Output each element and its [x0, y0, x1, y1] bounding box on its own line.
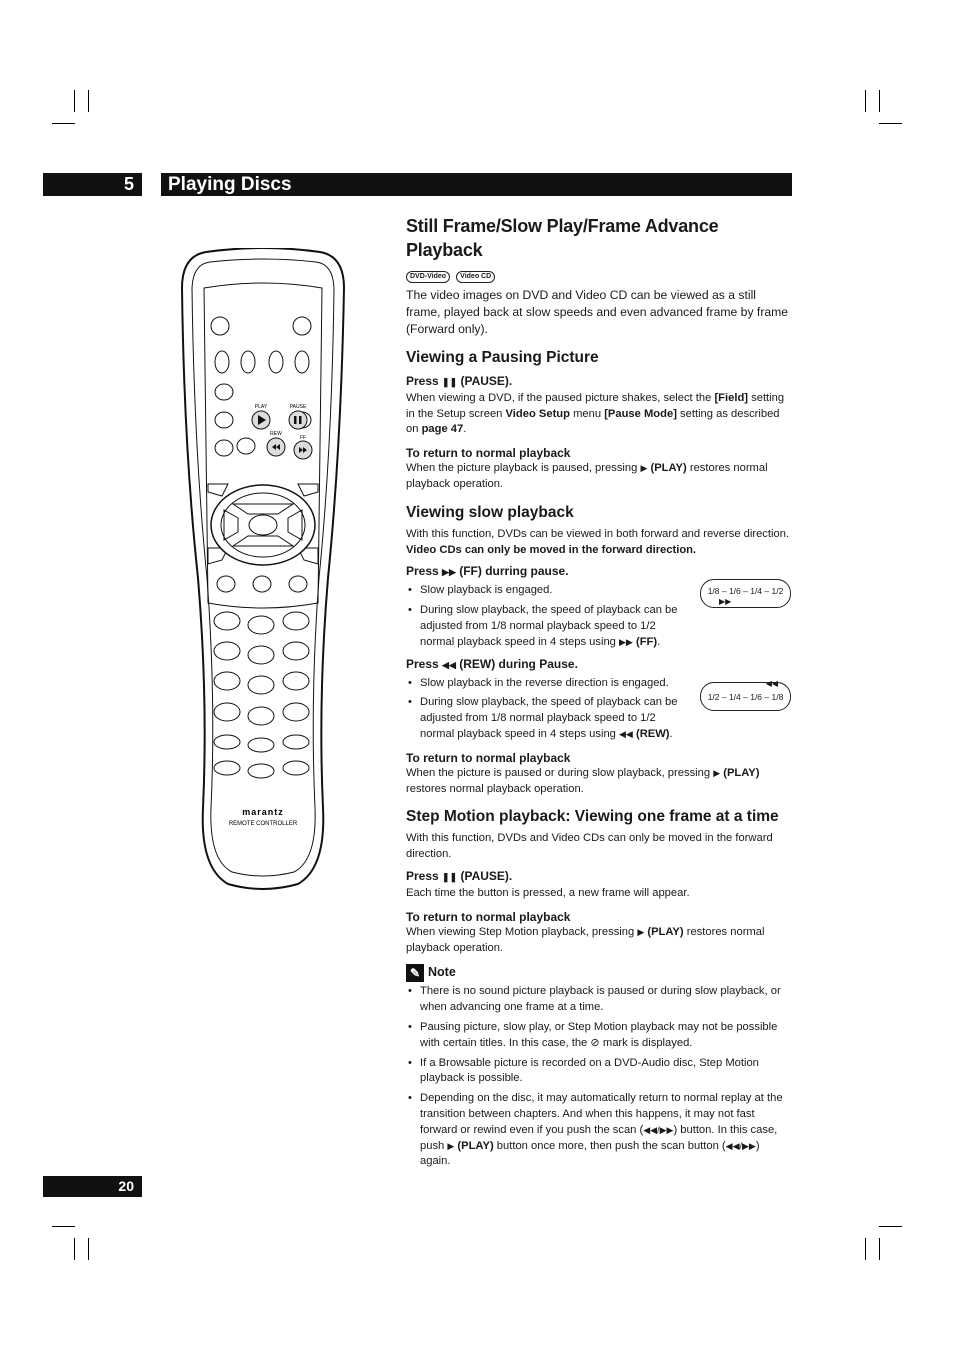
press-ff-instruction: Press ▶▶ (FF) durring pause.	[406, 564, 569, 579]
list-item: • Slow playback in the reverse direction is engaged.	[420, 676, 792, 692]
note-pencil-icon: ✎	[406, 964, 424, 982]
list-item: • There is no sound picture playback is paused or during slow playback, or when advancing one frame at a time.	[420, 984, 792, 1016]
slow-heading: Viewing slow playback	[406, 503, 574, 521]
pausing-heading: Viewing a Pausing Picture	[406, 348, 599, 366]
page-number: 20	[43, 1176, 142, 1197]
list-item: • Depending on the disc, it may automatically return to normal replay at the transition between chapters. And when this happens, it may not fast forward or rewind even if you push the scan (◀◀/▶▶) button. In this case, push ▶ (PLAY) button once more, then push the scan button (◀◀/▶▶) again.	[420, 1091, 792, 1170]
rew-ff-icon: ◀◀/▶▶	[643, 1124, 674, 1135]
remote-control-illustration	[178, 248, 348, 893]
play-icon: ▶	[447, 1140, 455, 1151]
play-icon: ▶	[713, 767, 721, 778]
ff-icon: ▶▶	[442, 567, 456, 578]
play-icon: ▶	[640, 463, 648, 474]
rew-icon: ◀◀	[619, 728, 633, 739]
list-item: • During slow playback, the speed of playback can be adjusted from 1/8 normal playback speed to 1/2 normal playback speed in 4 steps using ◀◀ (REW).	[420, 695, 682, 742]
pause-icon: ❚❚	[442, 376, 458, 387]
note-list	[406, 984, 792, 1170]
crop-mark	[879, 90, 880, 112]
chapter-number: 5	[43, 173, 142, 196]
slow-return-body: When the picture is paused or during slow playback, pressing ▶ (PLAY) restores normal playback operation.	[406, 766, 760, 795]
remote-play-label: PLAY	[254, 404, 268, 410]
crop-mark	[865, 1238, 866, 1260]
slow-return-heading: To return to normal playback	[406, 750, 571, 765]
pausing-return-body: When the picture playback is paused, pressing ▶ (PLAY) restores normal playback operation.	[406, 462, 768, 490]
rew-icon: ◀◀	[442, 659, 456, 670]
prohibited-icon: ⊘	[590, 1036, 600, 1049]
section-title: Still Frame/Slow Play/Frame Advance Playback	[406, 216, 719, 260]
rew-speed-callout	[700, 679, 791, 711]
pause-icon: ❚❚	[442, 871, 458, 882]
step-return-heading: To return to normal playback	[406, 909, 571, 924]
crop-mark	[88, 1238, 89, 1260]
remote-subtitle: REMOTE CONTROLLER	[228, 821, 298, 827]
list-item: • Pausing picture, slow play, or Step Motion playback may not be possible with certain titles. In this case, the ⊘ mark is displayed.	[420, 1020, 792, 1052]
crop-mark	[74, 1238, 75, 1260]
crop-mark	[879, 1238, 880, 1260]
list-item: • If a Browsable picture is recorded on a DVD-Audio disc, Step Motion playback is possible.	[420, 1056, 792, 1088]
crop-mark	[879, 123, 902, 124]
remote-brand-logo: marantz	[242, 807, 284, 817]
crop-mark	[865, 90, 866, 112]
disc-type-badges	[406, 268, 792, 284]
remote-ff-label: FF	[299, 435, 307, 441]
pausing-body: When viewing a DVD, if the paused picture shakes, select the [Field] setting in the Setup screen Video Setup menu [Pause Mode] setting as described on page 47.	[406, 391, 785, 436]
crop-mark	[52, 1226, 75, 1227]
pausing-return-heading: To return to normal playback	[406, 446, 571, 461]
ff-icon: ▶▶	[619, 636, 633, 647]
slow-body: With this function, DVDs can be viewed in both forward and reverse direction. Video CDs can only be moved in the forward direction.	[406, 527, 790, 556]
step-press-body: Each time the button is pressed, a new frame will appear.	[406, 886, 690, 899]
list-item: • Slow playback is engaged.	[420, 583, 792, 599]
remote-pause-label: PAUSE	[289, 404, 307, 410]
step-return-body: When viewing Step Motion playback, pressing ▶ (PLAY) restores normal playback operation.	[406, 925, 765, 954]
rew-speed-sequence: 1/2 – 1/4 – 1/6 – 1/8	[707, 692, 784, 702]
badge-dvd-video: DVD-Video	[406, 271, 450, 283]
page-reference: page 47	[421, 423, 464, 436]
rew-icon: ◀◀	[765, 679, 778, 688]
badge-video-cd: Video CD	[456, 271, 495, 283]
ff-speed-callout	[700, 579, 791, 608]
ff-icon: ▶▶	[719, 597, 732, 606]
crop-mark	[879, 1226, 902, 1227]
press-rew-instruction: Press ◀◀ (REW) during Pause.	[406, 656, 578, 671]
list-item: • During slow playback, the speed of playback can be adjusted from 1/8 normal playback speed to 1/2 normal playback speed in 4 steps using ▶▶ (FF).	[420, 603, 682, 650]
chapter-title: Playing Discs	[161, 173, 792, 196]
note-heading: ✎ Note	[406, 964, 792, 982]
crop-mark	[52, 123, 75, 124]
step-body: With this function, DVDs and Video CDs can only be moved in the forward direction.	[406, 832, 773, 861]
play-icon: ▶	[637, 926, 645, 937]
ff-speed-sequence: 1/8 – 1/6 – 1/4 – 1/2	[707, 586, 784, 596]
rew-ff-icon: ◀◀/▶▶	[725, 1140, 756, 1151]
press-pause-instruction: Press ❚❚ (PAUSE).	[406, 373, 513, 388]
step-heading: Step Motion playback: Viewing one frame at a time	[406, 808, 779, 826]
press-pause-step-instruction: Press ❚❚ (PAUSE).	[406, 868, 513, 883]
crop-mark	[74, 90, 75, 112]
remote-rew-label: REW	[270, 431, 282, 437]
intro-text: The video images on DVD and Video CD can be viewed as a still frame, played back at slow speeds and even advanced frame by frame (Forward only).	[406, 287, 789, 336]
crop-mark	[88, 90, 89, 112]
